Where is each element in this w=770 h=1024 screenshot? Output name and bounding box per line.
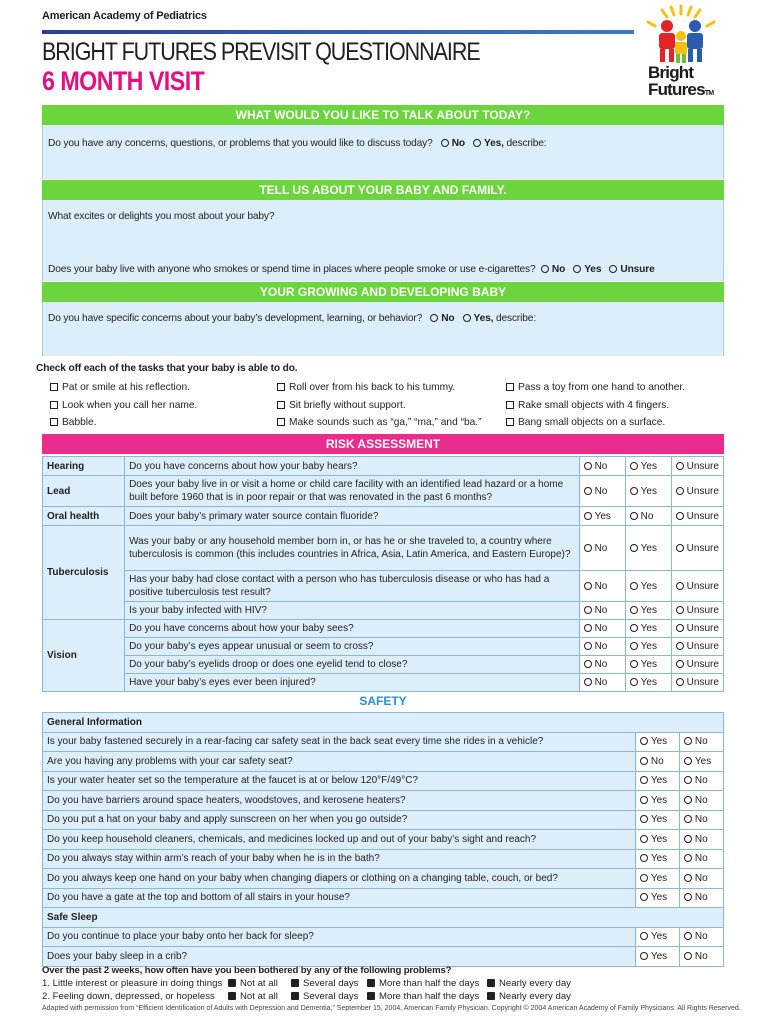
- task-checkbox[interactable]: Pat or smile at his reflection.: [50, 382, 190, 393]
- task-checkbox[interactable]: Make sounds such as “ga,” “ma,” and “ba.”: [277, 417, 482, 428]
- organization-name: American Academy of Pediatrics: [42, 10, 207, 22]
- safety-question: Do you have barriers around space heaters, woodstoves, and kerosene heaters?: [43, 791, 636, 811]
- radio-circle-icon: [584, 624, 592, 632]
- safety-question: Do you keep household cleaners, chemicals, and medicines locked up and out of your baby’s sight and reach?: [43, 830, 636, 850]
- safety-option[interactable]: Yes: [635, 869, 679, 889]
- risk-option[interactable]: Yes: [625, 526, 671, 571]
- phq-heading: Over the past 2 weeks, how often have you been bothered by any of the following problems?: [42, 965, 452, 976]
- radio-circle-icon: [584, 512, 592, 520]
- risk-option[interactable]: Unsure: [671, 476, 723, 507]
- risk-row: [43, 571, 724, 602]
- risk-option[interactable]: Unsure: [671, 526, 723, 571]
- safety-option[interactable]: Yes: [635, 888, 679, 908]
- radio-circle-icon: [584, 606, 592, 614]
- safety-row: [43, 752, 724, 772]
- phq-option[interactable]: More than half the days: [367, 978, 479, 989]
- phq-option[interactable]: Several days: [291, 978, 358, 989]
- radio-circle-icon: [676, 487, 684, 495]
- radio-circle-icon: [609, 265, 617, 273]
- risk-option[interactable]: Unsure: [671, 507, 723, 526]
- checkbox-icon: [506, 383, 514, 391]
- safety-option[interactable]: Yes: [635, 830, 679, 850]
- risk-option[interactable]: Yes: [625, 656, 671, 674]
- concerns-no-option[interactable]: No: [441, 138, 465, 149]
- risk-option[interactable]: No: [625, 507, 671, 526]
- task-checkbox[interactable]: Look when you call her name.: [50, 400, 197, 411]
- safety-option[interactable]: Yes: [635, 849, 679, 869]
- risk-row: [43, 620, 724, 638]
- risk-row: [43, 526, 724, 571]
- phq-question: 2. Feeling down, depressed, or hopeless: [42, 991, 215, 1002]
- safety-option[interactable]: No: [679, 869, 723, 889]
- development-no-option[interactable]: No: [430, 313, 454, 324]
- task-checkbox[interactable]: Pass a toy from one hand to another.: [506, 382, 685, 393]
- safety-row: [43, 947, 724, 967]
- safety-subheader-row: [43, 713, 724, 733]
- radio-circle-icon: [584, 660, 592, 668]
- radio-circle-icon: [676, 512, 684, 520]
- radio-circle-icon: [684, 737, 692, 745]
- safety-option[interactable]: Yes: [635, 947, 679, 967]
- checkbox-icon: [506, 401, 514, 409]
- risk-option[interactable]: No: [579, 656, 625, 674]
- risk-option[interactable]: Yes: [579, 507, 625, 526]
- development-section-header: YOUR GROWING AND DEVELOPING BABY: [42, 282, 724, 302]
- safety-question: Do you continue to place your baby onto her back for sleep?: [43, 927, 636, 947]
- talk-section-header: WHAT WOULD YOU LIKE TO TALK ABOUT TODAY?: [42, 105, 724, 125]
- risk-option[interactable]: Yes: [625, 674, 671, 692]
- risk-option[interactable]: No: [579, 457, 625, 476]
- radio-circle-icon: [584, 582, 592, 590]
- radio-circle-icon: [684, 952, 692, 960]
- risk-option[interactable]: Yes: [625, 602, 671, 620]
- phq-option[interactable]: Not at all: [228, 991, 278, 1002]
- safety-question: Is your water heater set so the temperature at the faucet is at or below 120°F/49°C?: [43, 771, 636, 791]
- radio-circle-icon: [463, 314, 471, 322]
- safety-option[interactable]: No: [679, 888, 723, 908]
- radio-circle-icon: [573, 265, 581, 273]
- risk-option[interactable]: Yes: [625, 620, 671, 638]
- radio-circle-icon: [640, 796, 648, 804]
- task-checkbox[interactable]: Bang small objects on a surface.: [506, 417, 665, 428]
- checkbox-icon: [277, 383, 285, 391]
- radio-circle-icon: [630, 487, 638, 495]
- safety-option[interactable]: No: [679, 791, 723, 811]
- radio-circle-icon: [630, 678, 638, 686]
- radio-circle-icon: [640, 757, 648, 765]
- radio-circle-icon: [640, 776, 648, 784]
- delights-question: What excites or delights you most about your baby?: [48, 211, 275, 222]
- safety-option[interactable]: No: [679, 732, 723, 752]
- radio-circle-icon: [441, 139, 449, 147]
- phq-option[interactable]: Nearly every day: [487, 978, 571, 989]
- risk-option[interactable]: Yes: [625, 457, 671, 476]
- checkbox-icon: [228, 992, 236, 1000]
- safety-option[interactable]: No: [679, 830, 723, 850]
- radio-circle-icon: [640, 854, 648, 862]
- phq-option[interactable]: Several days: [291, 991, 358, 1002]
- radio-circle-icon: [640, 835, 648, 843]
- talk-section-panel: [42, 125, 724, 179]
- risk-option[interactable]: Unsure: [671, 602, 723, 620]
- radio-circle-icon: [584, 544, 592, 552]
- safety-row: [43, 927, 724, 947]
- risk-question: Is your baby infected with HIV?: [125, 602, 580, 620]
- safety-question: Does your baby sleep in a crib?: [43, 947, 636, 967]
- risk-row: [43, 507, 724, 526]
- page-subtitle: 6 MONTH VISIT: [42, 66, 205, 96]
- risk-row: [43, 656, 724, 674]
- radio-circle-icon: [684, 815, 692, 823]
- checkbox-icon: [277, 401, 285, 409]
- risk-question: Do you have concerns about how your baby sees?: [125, 620, 580, 638]
- checkbox-icon: [487, 992, 495, 1000]
- safety-option[interactable]: Yes: [635, 927, 679, 947]
- safety-option[interactable]: No: [679, 947, 723, 967]
- radio-circle-icon: [684, 835, 692, 843]
- risk-option[interactable]: No: [579, 476, 625, 507]
- risk-option[interactable]: No: [579, 638, 625, 656]
- radio-circle-icon: [584, 678, 592, 686]
- family-section-header: TELL US ABOUT YOUR BABY AND FAMILY.: [42, 180, 724, 200]
- concerns-question-text: Do you have any concerns, questions, or problems that you would like to discuss today?: [48, 138, 433, 149]
- smoke-yes-option[interactable]: Yes: [573, 264, 601, 275]
- risk-category: Hearing: [43, 457, 125, 476]
- phq-option[interactable]: More than half the days: [367, 991, 479, 1002]
- smoke-unsure-option[interactable]: Unsure: [609, 264, 654, 275]
- checkbox-icon: [506, 418, 514, 426]
- radio-circle-icon: [684, 776, 692, 784]
- radio-circle-icon: [541, 265, 549, 273]
- safety-row: [43, 791, 724, 811]
- phq-question: 1. Little interest or pleasure in doing things: [42, 978, 223, 989]
- radio-circle-icon: [430, 314, 438, 322]
- risk-option[interactable]: Unsure: [671, 620, 723, 638]
- risk-row: [43, 638, 724, 656]
- radio-circle-icon: [684, 893, 692, 901]
- radio-circle-icon: [640, 874, 648, 882]
- risk-option[interactable]: Yes: [625, 476, 671, 507]
- checkbox-icon: [277, 418, 285, 426]
- safety-row: [43, 849, 724, 869]
- safety-option[interactable]: Yes: [635, 771, 679, 791]
- safety-option[interactable]: Yes: [635, 791, 679, 811]
- risk-row: [43, 457, 724, 476]
- risk-option[interactable]: No: [579, 526, 625, 571]
- checkbox-icon: [367, 979, 375, 987]
- risk-question: Do your baby’s eyelids droop or does one eyelid tend to close?: [125, 656, 580, 674]
- tasks-heading: Check off each of the tasks that your baby is able to do.: [36, 363, 298, 374]
- safety-option[interactable]: No: [679, 810, 723, 830]
- risk-option[interactable]: No: [579, 571, 625, 602]
- concerns-question: [48, 138, 547, 149]
- risk-category: Oral health: [43, 507, 125, 526]
- phq-option[interactable]: Not at all: [228, 978, 278, 989]
- safety-option[interactable]: Yes: [635, 732, 679, 752]
- checkbox-icon: [50, 383, 58, 391]
- risk-option[interactable]: Unsure: [671, 571, 723, 602]
- safety-option[interactable]: No: [679, 927, 723, 947]
- logo-trademark: TM: [704, 90, 714, 97]
- phq-option[interactable]: Nearly every day: [487, 991, 571, 1002]
- concerns-yes-option[interactable]: Yes, describe:: [473, 138, 546, 149]
- safety-row: [43, 771, 724, 791]
- risk-category: Tuberculosis: [43, 526, 125, 620]
- safety-option[interactable]: No: [679, 849, 723, 869]
- checkbox-icon: [291, 992, 299, 1000]
- radio-circle-icon: [640, 952, 648, 960]
- smoke-no-option[interactable]: No: [541, 264, 565, 275]
- safety-question: Is your baby fastened securely in a rear-facing car safety seat in the back seat every time she rides in a vehicle?: [43, 732, 636, 752]
- checkbox-icon: [367, 992, 375, 1000]
- radio-circle-icon: [640, 737, 648, 745]
- radio-circle-icon: [676, 642, 684, 650]
- header-rule: [42, 30, 634, 34]
- risk-question: Was your baby or any household member born in, or has he or she traveled to, a country where tuberculosis is common (this includes countries in Africa, Asia, Latin America, and Eastern Europe)?: [125, 526, 580, 571]
- radio-circle-icon: [630, 606, 638, 614]
- risk-row: [43, 476, 724, 507]
- radio-circle-icon: [676, 582, 684, 590]
- safety-row: [43, 869, 724, 889]
- checkbox-icon: [50, 418, 58, 426]
- radio-circle-icon: [684, 874, 692, 882]
- risk-question: Do your baby’s eyes appear unusual or seem to cross?: [125, 638, 580, 656]
- radio-circle-icon: [630, 512, 638, 520]
- logo-line-1: Bright: [648, 63, 694, 82]
- radio-circle-icon: [640, 815, 648, 823]
- risk-option[interactable]: No: [579, 620, 625, 638]
- task-checkbox[interactable]: Babble.: [50, 417, 97, 428]
- task-checkbox[interactable]: Roll over from his back to his tummy.: [277, 382, 455, 393]
- risk-category: Lead: [43, 476, 125, 507]
- risk-question: Does your baby’s primary water source contain fluoride?: [125, 507, 580, 526]
- risk-table: [42, 456, 724, 692]
- safety-question: Do you have a gate at the top and bottom of all stairs in your house?: [43, 888, 636, 908]
- risk-option[interactable]: Unsure: [671, 656, 723, 674]
- safety-row: [43, 888, 724, 908]
- radio-circle-icon: [630, 660, 638, 668]
- radio-circle-icon: [630, 642, 638, 650]
- risk-row: [43, 674, 724, 692]
- risk-option[interactable]: No: [579, 674, 625, 692]
- logo-wordmark: [648, 64, 713, 102]
- risk-section-header: RISK ASSESSMENT: [42, 434, 724, 454]
- development-yes-option[interactable]: Yes, describe:: [463, 313, 536, 324]
- radio-circle-icon: [630, 544, 638, 552]
- risk-option[interactable]: Unsure: [671, 457, 723, 476]
- radio-circle-icon: [676, 544, 684, 552]
- safety-row: [43, 732, 724, 752]
- page-title: BRIGHT FUTURES PREVISIT QUESTIONNAIRE: [42, 38, 480, 66]
- safety-subheader-row: [43, 908, 724, 928]
- radio-circle-icon: [473, 139, 481, 147]
- radio-circle-icon: [676, 678, 684, 686]
- radio-circle-icon: [630, 624, 638, 632]
- safety-row: [43, 810, 724, 830]
- radio-circle-icon: [640, 932, 648, 940]
- radio-circle-icon: [584, 487, 592, 495]
- radio-circle-icon: [684, 854, 692, 862]
- development-question-text: Do you have specific concerns about your baby’s development, learning, or behavior?: [48, 313, 423, 324]
- safety-option[interactable]: Yes: [679, 752, 723, 772]
- radio-circle-icon: [676, 624, 684, 632]
- radio-circle-icon: [684, 932, 692, 940]
- checkbox-icon: [228, 979, 236, 987]
- radio-circle-icon: [684, 757, 692, 765]
- radio-circle-icon: [676, 462, 684, 470]
- checkbox-icon: [291, 979, 299, 987]
- development-section-panel: [42, 302, 724, 356]
- safety-question: Do you always keep one hand on your baby when changing diapers or clothing on a changing table, couch, or bed?: [43, 869, 636, 889]
- footnote: Adapted with permission from “Efficient Identification of Adults with Depression and Dementia,” September 15, 2004, American Family Physician. Copyright © 2004 American Academy of Family Physicians. All Rights Reserved.: [42, 1005, 741, 1012]
- task-checkbox[interactable]: Sit briefly without support.: [277, 400, 406, 411]
- safe-sleep-heading: Safe Sleep: [43, 908, 724, 928]
- radio-circle-icon: [584, 462, 592, 470]
- checkbox-icon: [50, 401, 58, 409]
- checkbox-icon: [487, 979, 495, 987]
- risk-question: Do you have concerns about how your baby hears?: [125, 457, 580, 476]
- radio-circle-icon: [640, 893, 648, 901]
- risk-row: [43, 602, 724, 620]
- radio-circle-icon: [630, 582, 638, 590]
- risk-option[interactable]: No: [579, 602, 625, 620]
- smoke-question: [48, 264, 655, 275]
- risk-option[interactable]: Unsure: [671, 674, 723, 692]
- risk-question: Have your baby’s eyes ever been injured?: [125, 674, 580, 692]
- safety-option[interactable]: Yes: [635, 810, 679, 830]
- safety-question: Are you having any problems with your car safety seat?: [43, 752, 636, 772]
- general-information-heading: General Information: [43, 713, 724, 733]
- development-question: [48, 313, 536, 324]
- risk-option[interactable]: Unsure: [671, 638, 723, 656]
- risk-option[interactable]: Yes: [625, 571, 671, 602]
- risk-question: Has your baby had close contact with a person who has tuberculosis disease or who has had a positive tuberculosis test result?: [125, 571, 580, 602]
- radio-circle-icon: [630, 462, 638, 470]
- logo-line-2: Futures: [648, 80, 705, 99]
- radio-circle-icon: [676, 660, 684, 668]
- smoke-question-text: Does your baby live with anyone who smokes or spend time in places where people smoke or use e-cigarettes?: [48, 264, 536, 275]
- safety-option[interactable]: No: [679, 771, 723, 791]
- radio-circle-icon: [684, 796, 692, 804]
- risk-category: Vision: [43, 620, 125, 692]
- safety-row: [43, 830, 724, 850]
- safety-question: Do you always stay within arm’s reach of your baby when he is in the bath?: [43, 849, 636, 869]
- safety-option[interactable]: No: [635, 752, 679, 772]
- task-checkbox[interactable]: Rake small objects with 4 fingers.: [506, 400, 669, 411]
- risk-question: Does your baby live in or visit a home or child care facility with an identified lead hazard or a home built before 1960 that is in poor repair or that was renovated in the past 6 months?: [125, 476, 580, 507]
- radio-circle-icon: [676, 606, 684, 614]
- safety-table: [42, 712, 724, 967]
- radio-circle-icon: [584, 642, 592, 650]
- safety-question: Do you put a hat on your baby and apply sunscreen on her when you go outside?: [43, 810, 636, 830]
- safety-section-header: SAFETY: [359, 694, 407, 708]
- risk-option[interactable]: Yes: [625, 638, 671, 656]
